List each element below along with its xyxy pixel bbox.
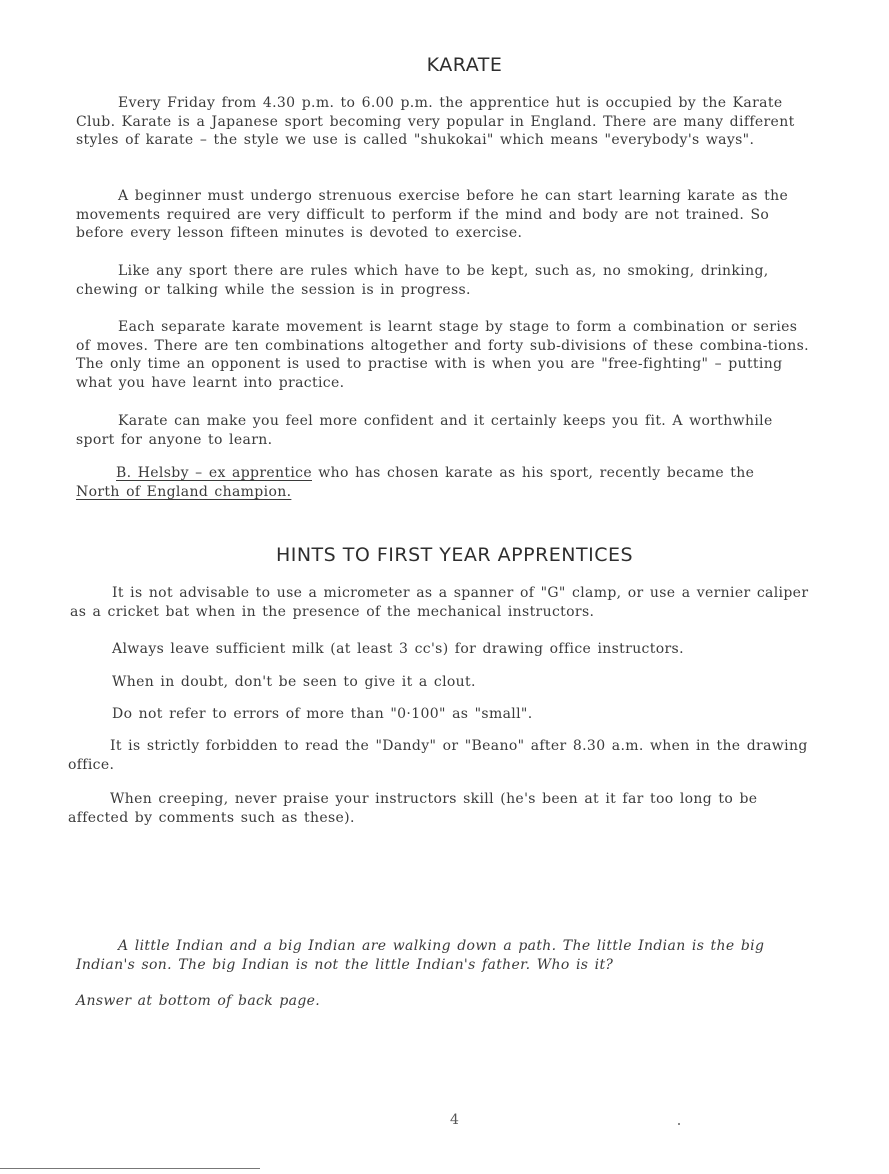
- karate-paragraph-2: A beginner must undergo strenuous exercise before he can start learning karate as the movements required are very difficult to perform if the mind and body are not trained. So before every lesson fifteen minutes is devoted to exercise.: [76, 188, 789, 241]
- karate-paragraph-6-line-2: North of England champion.: [76, 484, 292, 500]
- karate-paragraph-6: [116, 465, 754, 481]
- karate-paragraph-1: Every Friday from 4.30 p.m. to 6.00 p.m. the apprentice hut is occupied by the Karate Club. Karate is a Japanese sport becoming very popular in England. There are many different styles of karate – the style we use is called "shukokai" which means "everybody's ways".: [76, 95, 795, 148]
- hint-1: It is not advisable to use a micrometer as a spanner of "G" clamp, or use a vernier caliper as a cricket bat when in the presence of the mechanical instructors.: [70, 585, 809, 620]
- hints-heading: HINTS TO FIRST YEAR APPRENTICES: [275, 544, 634, 566]
- riddle-answer-note: Answer at bottom of back page.: [76, 993, 321, 1009]
- riddle-text: A little Indian and a big Indian are walking down a path. The little Indian is the big Indian's son. The big Indian is not the little Indian's father. Who is it?: [76, 938, 765, 973]
- scan-edge-line: [0, 1168, 260, 1169]
- page-number: 4: [450, 1112, 459, 1128]
- hint-2: Always leave sufficient milk (at least 3 cc's) for drawing office instructors.: [112, 641, 684, 657]
- champion-name: B. Helsby – ex apprentice: [116, 465, 312, 481]
- hint-5: It is strictly forbidden to read the "Dandy" or "Beano" after 8.30 a.m. when in the drawing office.: [68, 738, 808, 773]
- karate-paragraph-6-rest: who has chosen karate as his sport, recently became the: [312, 465, 755, 481]
- scan-speck: [678, 1123, 680, 1125]
- karate-paragraph-4: Each separate karate movement is learnt stage by stage to form a combination or series of moves. There are ten combinations altogether and forty sub-divisions of these combina-tions. The only time an opponent is used to practise with is when you are "free-fighting" – putting what you have learnt into practice.: [76, 319, 809, 391]
- hint-4: Do not refer to errors of more than "0·100" as "small".: [112, 706, 533, 722]
- hint-6: When creeping, never praise your instructors skill (he's been at it far too long to be affected by comments such as these).: [68, 791, 758, 826]
- hint-3: When in doubt, don't be seen to give it a clout.: [112, 674, 476, 690]
- karate-heading: KARATE: [426, 54, 503, 76]
- karate-paragraph-5: Karate can make you feel more confident and it certainly keeps you fit. A worthwhile sport for anyone to learn.: [76, 413, 773, 448]
- karate-paragraph-3: Like any sport there are rules which have to be kept, such as, no smoking, drinking, chewing or talking while the session is in progress.: [76, 263, 769, 298]
